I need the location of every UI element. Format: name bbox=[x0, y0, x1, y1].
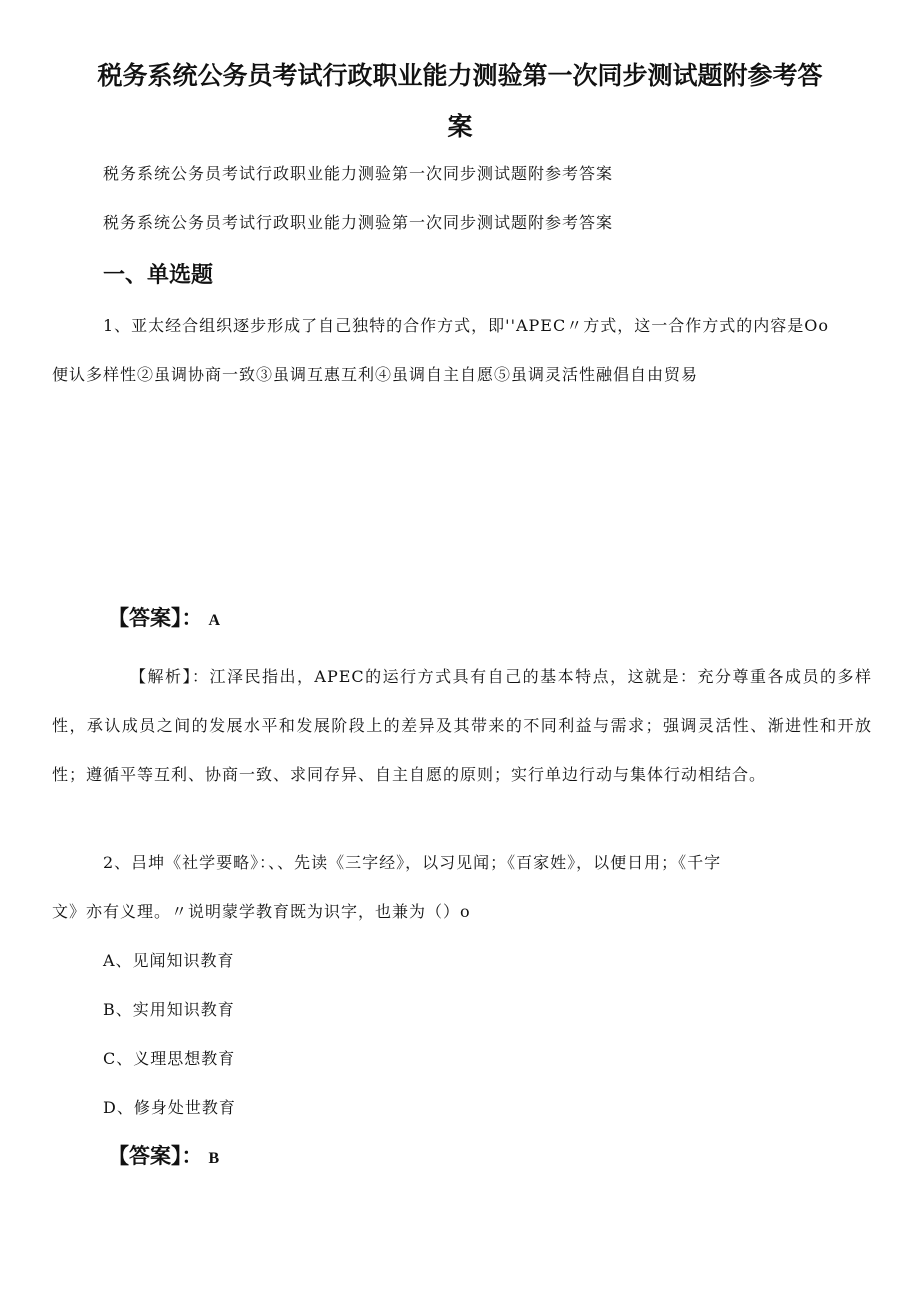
question-1-stem-line-2: 便认多样性②虽调协商一致③虽调互惠互利④虽调自主自愿⑤虽调灵活性融倡自由贸易 bbox=[52, 365, 699, 384]
question-1-answer-value: A bbox=[208, 612, 221, 629]
question-2-option-b: B、实用知识教育 bbox=[103, 1000, 235, 1019]
question-1-stem-line-1 bbox=[103, 313, 829, 336]
question-2-stem-line-2: 文》亦有义理。〃说明蒙学教育既为识字，也兼为（）o bbox=[52, 902, 471, 921]
question-2-answer-value: B bbox=[208, 1150, 220, 1167]
question-1-answer-label: 【答案】： bbox=[108, 606, 203, 630]
question-1-answer bbox=[108, 602, 220, 632]
question-2-option-c: C、义理思想教育 bbox=[103, 1049, 236, 1068]
section-heading-single-choice: 一、单选题 bbox=[103, 263, 214, 288]
question-1-stem-end: o bbox=[818, 316, 829, 335]
question-2-stem-line-1: 2、吕坤《社学要略》：、、先读《三字经》，以习见闻；《百家姓》，以便日用；《千字 bbox=[103, 853, 722, 872]
document-title-line-1: 税务系统公务员考试行政职业能力测验第一次同步测试题附参考答 bbox=[97, 61, 823, 90]
document-subtitle-1: 税务系统公务员考试行政职业能力测验第一次同步测试题附参考答案 bbox=[103, 164, 614, 183]
question-2-answer-label: 【答案】： bbox=[108, 1144, 203, 1168]
document-title-line-2: 案 bbox=[447, 112, 473, 141]
question-1-stem-text: 1、亚太经合组织逐步形成了自己独特的合作方式，即''APEC〃方式，这一合作方式的内容是O bbox=[103, 316, 819, 335]
document-subtitle-2: 税务系统公务员考试行政职业能力测验第一次同步测试题附参考答案 bbox=[103, 213, 614, 232]
question-1-analysis: 【解析】：江泽民指出，APEC的运行方式具有自己的基本特点，这就是：充分尊重各成员的多样性，承认成员之间的发展水平和发展阶段上的差异及其带来的不同利益与需求；强调灵活性、渐进性和开放性；遵循平等互利、协商一致、求同存异、自主自愿的原则；实行单边行动与集体行动相结合。 bbox=[52, 667, 872, 784]
question-2-option-a: A、见闻知识教育 bbox=[103, 951, 235, 970]
question-2-answer bbox=[108, 1140, 219, 1170]
question-2-option-d: D、修身处世教育 bbox=[103, 1098, 236, 1117]
